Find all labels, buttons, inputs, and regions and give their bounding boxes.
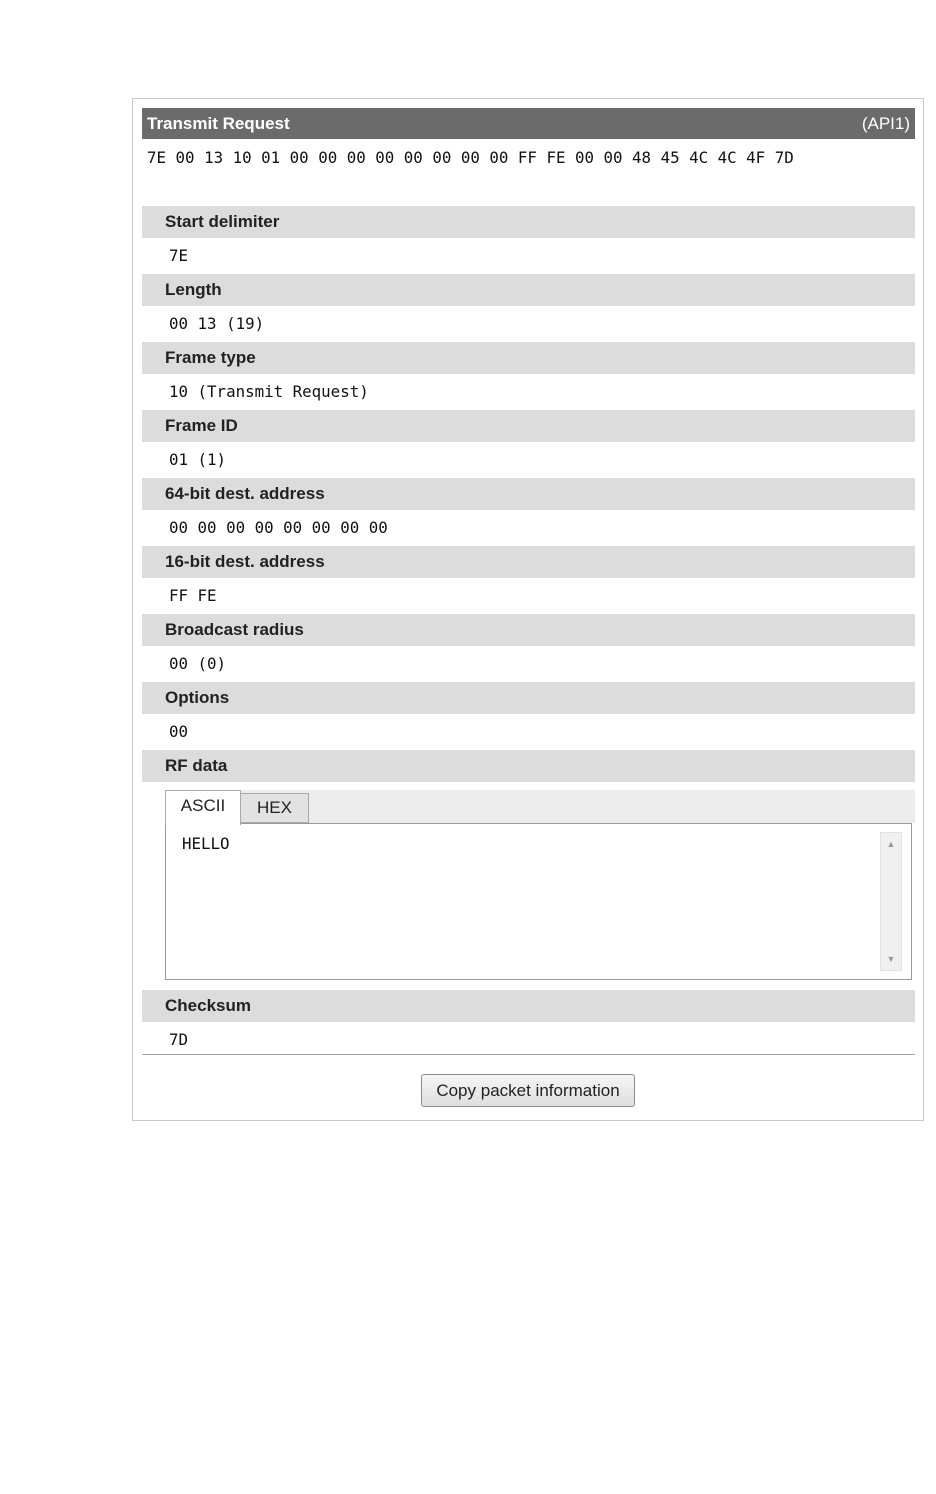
rf-data-scrollbar[interactable] [880,832,902,971]
tab-hex[interactable]: HEX [241,793,309,823]
field-label-checksum: Checksum [142,990,915,1022]
frame-details-panel [132,98,924,1121]
copy-packet-information-button[interactable]: Copy packet information [421,1074,635,1107]
field-label-frame-id: Frame ID [142,410,915,442]
field-value-frame-type: 10 (Transmit Request) [169,382,369,401]
rf-data-content: HELLO [182,834,230,853]
field-value-16bit-dest-address: FF FE [169,586,217,605]
scroll-up-arrow-icon[interactable]: ▲ [886,839,896,849]
field-value-checksum: 7D [169,1030,189,1049]
field-value-length: 00 13 (19) [169,314,265,333]
field-value-start-delimiter: 7E [169,246,189,265]
frame-fields [142,206,915,1058]
api-mode-label: (API1) [861,114,910,133]
field-label-64bit-dest-address: 64-bit dest. address [142,478,915,510]
field-label-broadcast-radius: Broadcast radius [142,614,915,646]
raw-frame-bytes: 7E 00 13 10 01 00 00 00 00 00 00 00 00 FF FE 00 00 48 45 4C 4C 4F 7D [147,148,794,167]
divider [142,1054,915,1055]
field-label-16bit-dest-address: 16-bit dest. address [142,546,915,578]
frame-title-bar [142,108,915,139]
field-value-broadcast-radius: 00 (0) [169,654,227,673]
field-label-length: Length [142,274,915,306]
rf-data-viewer [142,782,915,990]
field-label-rf-data: RF data [142,750,915,782]
rf-data-tab-strip [165,790,915,823]
frame-title: Transmit Request [147,114,290,133]
scroll-down-arrow-icon[interactable]: ▼ [886,954,896,964]
field-label-frame-type: Frame type [142,342,915,374]
rf-data-textbox[interactable] [165,823,912,980]
field-label-start-delimiter: Start delimiter [142,206,915,238]
field-value-64bit-dest-address: 00 00 00 00 00 00 00 00 [169,518,388,537]
field-value-options: 00 [169,722,189,741]
tab-ascii[interactable]: ASCII [165,790,241,825]
field-value-frame-id: 01 (1) [169,450,227,469]
field-label-options: Options [142,682,915,714]
